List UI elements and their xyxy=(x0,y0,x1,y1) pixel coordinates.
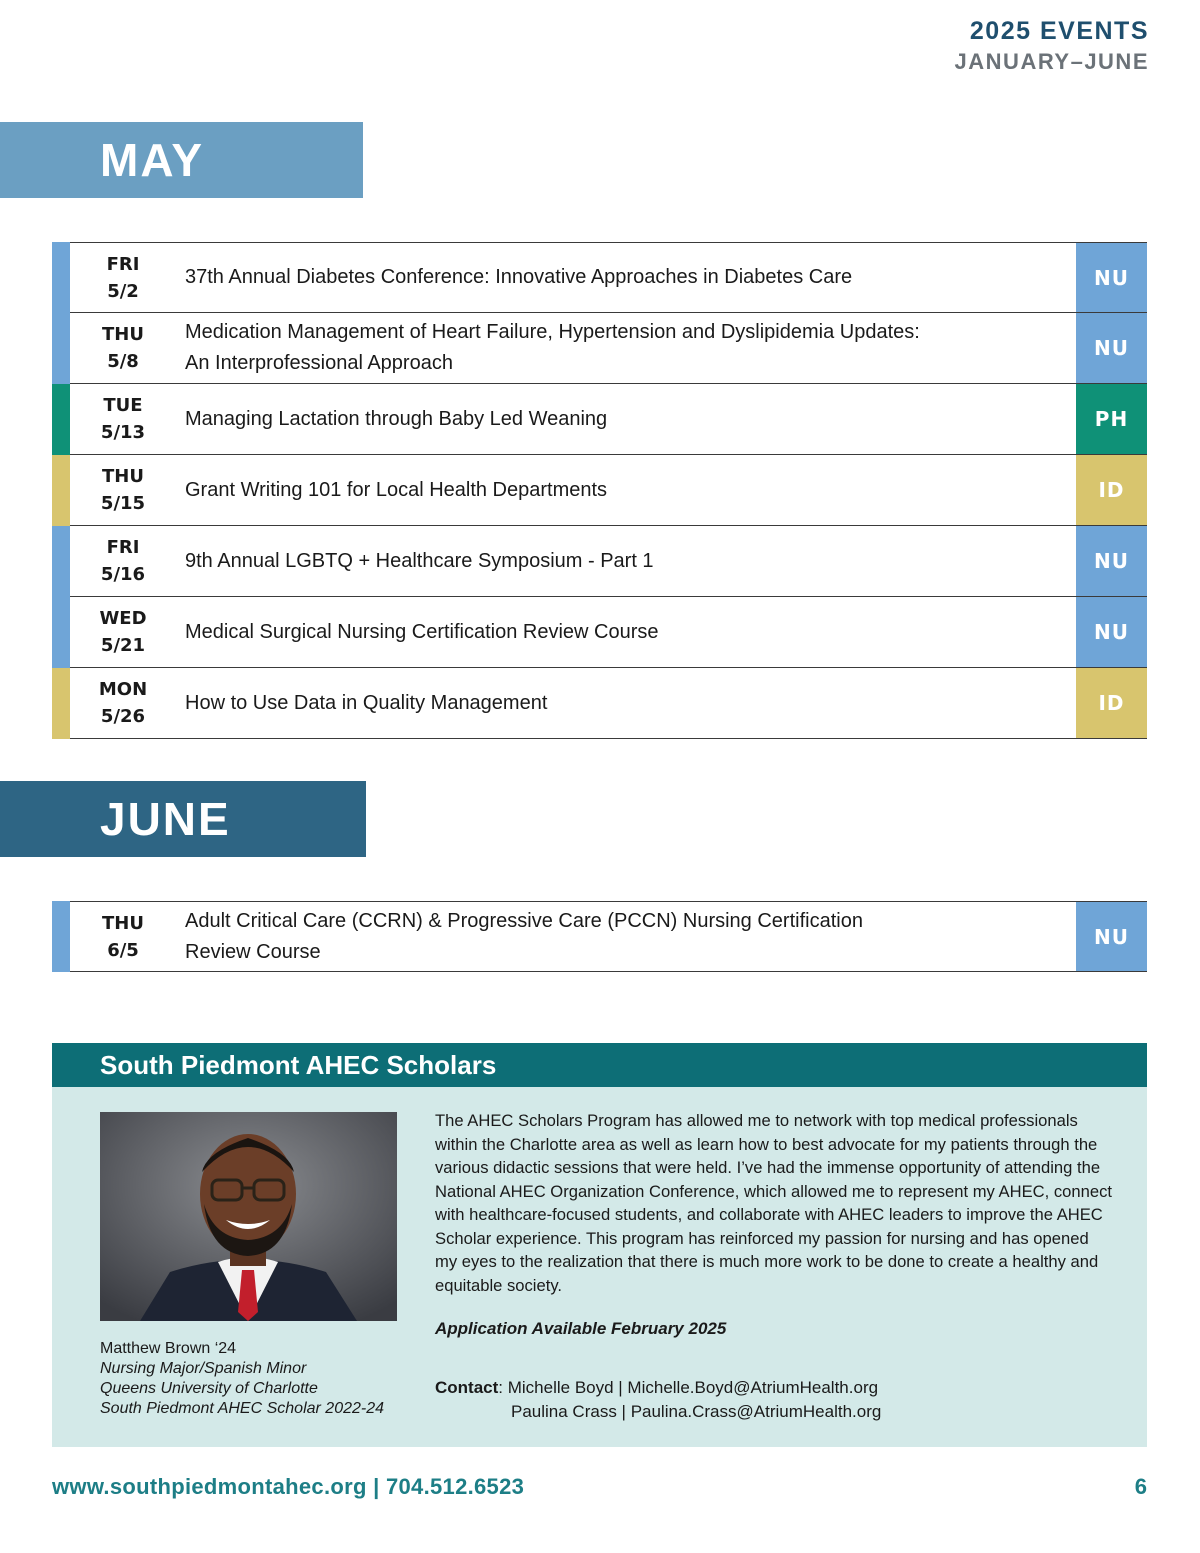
scholar-name: Matthew Brown ‘24 xyxy=(100,1340,237,1357)
scholars-panel xyxy=(52,1043,1147,1447)
event-date: THU 6/5 xyxy=(102,912,144,961)
category-stripe xyxy=(52,384,70,455)
event-row[interactable] xyxy=(52,313,1147,384)
event-date: WED 5/21 xyxy=(99,608,147,656)
event-title: 9th Annual LGBTQ + Healthcare Symposium - Part 1 xyxy=(185,549,654,572)
header-subtitle: JANUARY–JUNE xyxy=(954,49,1149,74)
category-stripe xyxy=(52,526,70,597)
event-title: Medication Management of Heart Failure, Hypertension and Dyslipidemia Updates: An Interprofessional Approach xyxy=(185,321,920,374)
application-notice: Application Available February 2025 xyxy=(435,1319,727,1338)
portrait-image xyxy=(100,1112,397,1321)
category-stripe xyxy=(52,668,70,739)
month-banner-may: MAY xyxy=(0,122,363,198)
contact-block: Contact: Michelle Boyd | Michelle.Boyd@AtriumHealth.org Paulina Crass | Paulina.Crass@AtriumHealth.org xyxy=(435,1378,882,1421)
category-stripe xyxy=(52,901,70,972)
event-title: Managing Lactation through Baby Led Weaning xyxy=(185,407,608,430)
event-row[interactable] xyxy=(52,901,1147,972)
event-title: How to Use Data in Quality Management xyxy=(185,691,548,714)
event-row[interactable] xyxy=(52,668,1147,739)
event-title: Adult Critical Care (CCRN) & Progressive Care (PCCN) Nursing Certification Review Course xyxy=(185,909,863,963)
event-row[interactable] xyxy=(52,455,1147,526)
scholar-caption xyxy=(100,1339,384,1419)
event-date: THU 5/15 xyxy=(100,466,146,514)
contact-label: Contact xyxy=(435,1378,499,1397)
june-events-table xyxy=(52,901,1147,972)
scholar-photo xyxy=(100,1112,397,1321)
event-row[interactable] xyxy=(52,384,1147,455)
page-header xyxy=(955,16,1149,78)
category-stripe xyxy=(52,455,70,526)
footer-website-phone[interactable]: www.southpiedmontahec.org | 704.512.6523 xyxy=(52,1474,525,1499)
event-title: Grant Writing 101 for Local Health Departments xyxy=(185,478,608,501)
event-title: 37th Annual Diabetes Conference: Innovative Approaches in Diabetes Care xyxy=(185,266,853,288)
category-tag: NU xyxy=(1076,243,1147,312)
category-stripe xyxy=(52,597,70,668)
category-tag: ID xyxy=(1076,668,1147,738)
category-tag: NU xyxy=(1076,313,1147,383)
contact-michelle[interactable]: Michelle Boyd | Michelle.Boyd@AtriumHealth.org xyxy=(507,1378,879,1397)
scholar-program: South Piedmont AHEC Scholar 2022-24 xyxy=(100,1400,385,1417)
category-tag: NU xyxy=(1076,597,1147,667)
may-events-table xyxy=(52,242,1147,739)
event-date: FRI 5/2 xyxy=(106,253,140,302)
scholars-heading: South Piedmont AHEC Scholars xyxy=(52,1043,1147,1087)
event-row[interactable] xyxy=(52,597,1147,668)
category-stripe xyxy=(52,313,70,384)
scholar-major: Nursing Major/Spanish Minor xyxy=(100,1360,307,1377)
header-title: 2025 EVENTS xyxy=(969,17,1149,45)
contact-paulina[interactable]: Paulina Crass | Paulina.Crass@AtriumHealth.org xyxy=(511,1401,882,1421)
event-title: Medical Surgical Nursing Certification Review Course xyxy=(185,620,659,643)
event-date: FRI 5/16 xyxy=(100,537,146,585)
category-tag: PH xyxy=(1076,384,1147,454)
category-tag: ID xyxy=(1076,455,1147,525)
scholar-quote: The AHEC Scholars Program has allowed me to network with top medical professionals within the Charlotte area as well as learn how to best advocate for my patients through the various didactic sessions that were held. I’ve had the immense opportunity of attending the National AHEC Organization Conference, which allowed me to represent my AHEC, connect with healthcare-focused students, and collaborate with AHEC leaders to improve the AHEC Scholar experience. This program has reinforced my passion for nursing and has opened my eyes to the realization that there is much more work to be done to create a healthy and equitable society. xyxy=(435,1111,1112,1295)
page-number: 6 xyxy=(1134,1474,1147,1499)
category-stripe xyxy=(52,242,70,313)
event-row[interactable] xyxy=(52,242,1147,313)
category-tag: NU xyxy=(1076,526,1147,596)
event-date: THU 5/8 xyxy=(102,324,144,372)
event-row[interactable] xyxy=(52,526,1147,597)
scholar-school: Queens University of Charlotte xyxy=(100,1380,318,1397)
event-date: TUE 5/13 xyxy=(100,395,146,443)
event-date: MON 5/26 xyxy=(98,679,148,727)
category-tag: NU xyxy=(1076,902,1147,971)
month-banner-june: JUNE xyxy=(0,781,366,857)
